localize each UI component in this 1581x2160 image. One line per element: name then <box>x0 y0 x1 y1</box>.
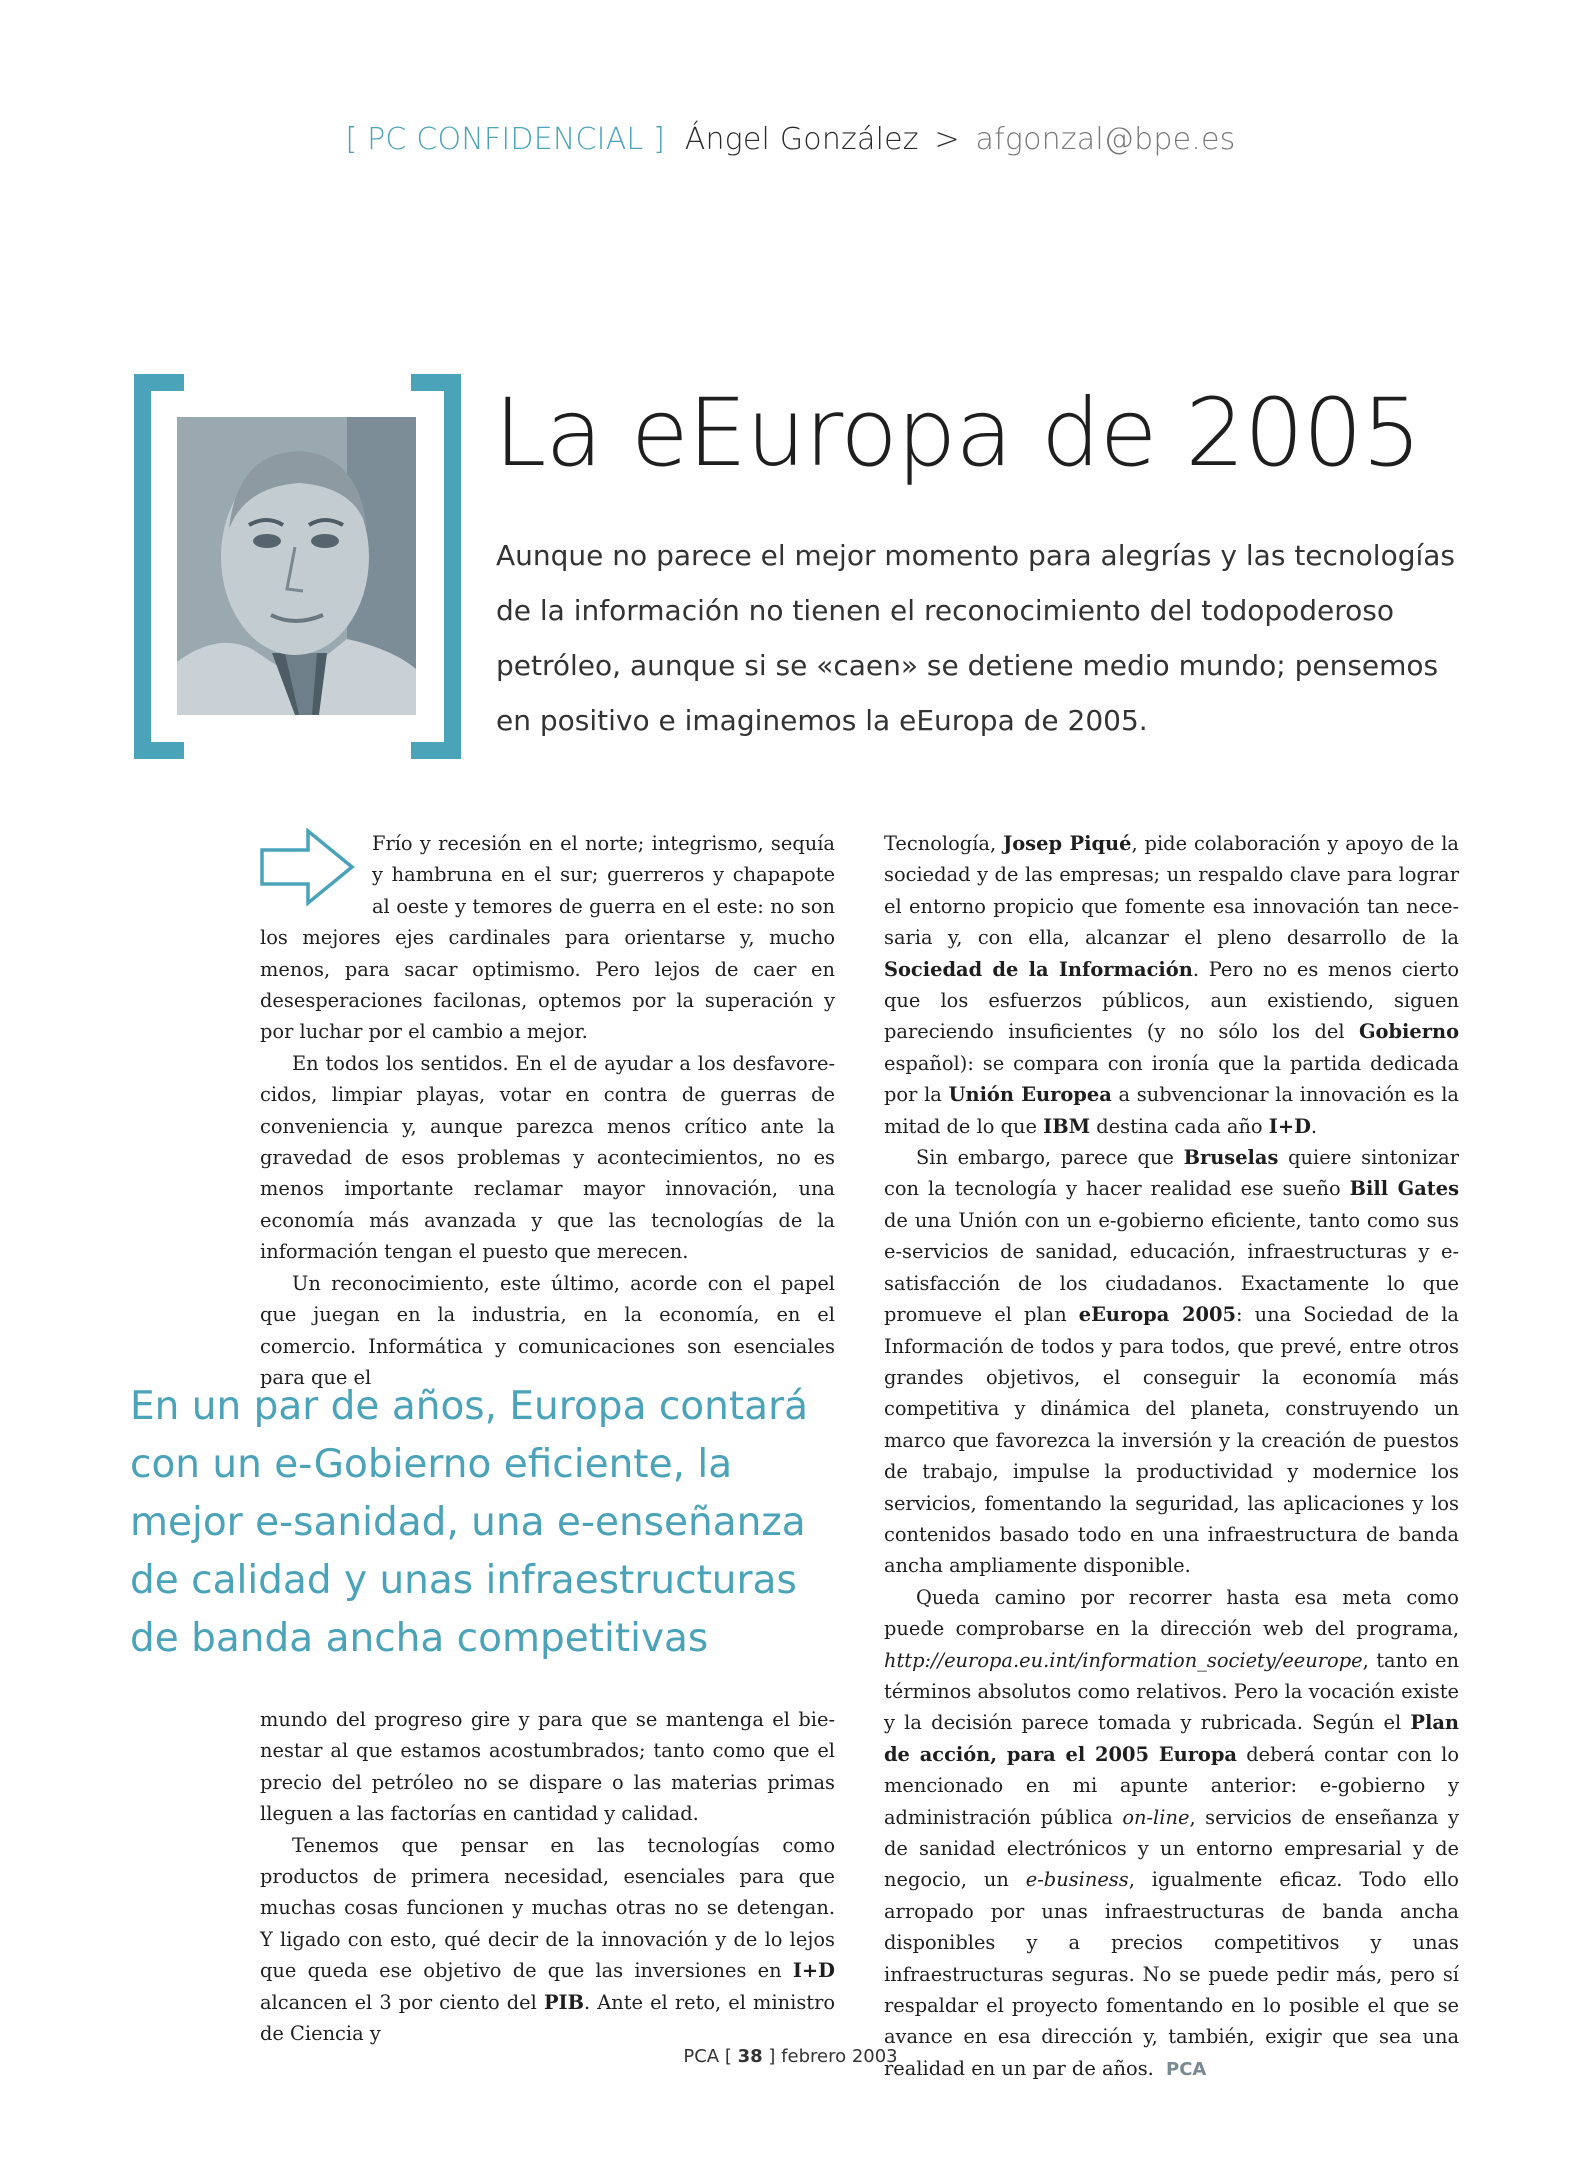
italic-term: on-line <box>1122 1805 1190 1829</box>
page-header <box>0 122 1581 157</box>
author-name: Ángel González <box>684 122 919 157</box>
bold-term: Plan de acción, para el 2005 Europa <box>884 1711 1459 1766</box>
arrow-right-icon <box>260 828 372 906</box>
bold-term: Gobierno <box>1359 1020 1460 1044</box>
bold-term: Unión Europea <box>948 1083 1112 1107</box>
page-number: 38 <box>737 2046 763 2067</box>
footer-magazine: PCA <box>683 2046 720 2067</box>
footer-date: febrero 2003 <box>781 2046 898 2067</box>
bold-term: eEuropa 2005 <box>1078 1303 1236 1327</box>
section-label: [ PC CONFIDENCIAL ] <box>345 122 665 157</box>
bold-term: IBM <box>1043 1114 1091 1138</box>
paragraph: Sin embargo, parece que Bruselas quiere sintonizar con la tecnología y hacer realidad ese sueño Bill Gates de una Unión con un e-gobierno eficiente, tanto como sus e-servicios de sanidad, educación, infraestructuras y e-satisfacción de los ciudadanos. Exactamente lo que promueve el plan eEuropa 2005: una Sociedad de la Información de todos y para todos, que prevé, entre otros grandes objetivos, el conseguir la economía más competitiva y dinámica del planeta, construyendo un marco que favorezca la inversión y la creación de puestos de trabajo, impulse la productividad y modernice los servicios, fomentando la seguridad, las aplicaciones y los contenidos basado todo en una infraestructura de banda ancha ampliamente disponible. <box>884 1146 1460 1578</box>
bold-term: PIB <box>543 1990 584 2014</box>
paragraph: Tenemos que pensar en las tecnologías como productos de primera necesidad, esenciales para que muchas cosas funcionen y muchas otras no se detengan. Y ligado con esto, qué decir de la innovación y de lo lejos que queda ese objetivo de que las inversiones en I+D alcancen el 3 por ciento del PIB. Ante el reto, el ministro de Ciencia y <box>260 1833 836 2046</box>
pull-quote: En un par de años, Europa contará con un e-Gobierno eficiente, la mejor e-sanidad, una e-enseñanza de calidad y unas infraestructuras de banda ancha competitivas <box>130 1384 809 1661</box>
page-footer: PCA [ 38 ] febrero 2003 <box>683 2046 898 2067</box>
portrait-illustration <box>177 417 416 715</box>
italic-term: e-business <box>1025 1868 1129 1892</box>
article-column-2 <box>884 828 1459 2085</box>
author-email[interactable]: afgonzal@bpe.es <box>975 122 1236 157</box>
paragraph: Un reconocimiento, este último, acorde con el papel que juegan en la industria, en la economía, en el comercio. Informática y comunicaciones son esenciales para que el <box>260 1271 835 1389</box>
author-photo <box>177 417 416 715</box>
bold-term: Bill Gates <box>1349 1177 1460 1201</box>
bold-term: Josep Piqué <box>1003 832 1132 855</box>
bold-term: I+D <box>1268 1114 1311 1138</box>
article-column-1-continued <box>260 1704 835 2049</box>
article-title: La eEuropa de 2005 <box>494 379 1421 488</box>
paragraph: Queda camino por recorrer hasta esa meta como puede comprobarse en la dirección web del programa, http://europa.eu.int/information_society/eeurope, tanto en términos absolutos como relativos. Pero la vocación existe y la decisión parece tomada y rubricada. Según el Plan de acción, para el 2005 Europa deberá contar con lo mencionado en mi apunte anterior: e-gobierno y administración pública on-line, servicios de enseñanza y de sanidad electrónicos y un entorno empresarial y de negocio, un e-business, igualmente eficaz. Todo ello arropado por unas infraestructuras de banda ancha disponibles y a precios competitivos y unas infraestructuras seguras. No se puede pedir más, pero sí respaldar el proyecto fomentando en lo posible el que se avance en esa dirección y, también, exigir que sea una realidad en un par de años. PCA <box>884 1585 1459 2080</box>
paragraph: En todos los sentidos. En el de ayudar a los desfavorecidos, limpiar playas, votar en contra de guerras de conveniencia y, aunque parezca menos crítico ante la gravedad de esos problemas y acontecimientos, no es menos importante reclamar mayor innovación, una economía más avanzada y que las tecnologías de la información tengan el puesto que merecen. <box>260 1051 835 1264</box>
bold-term: Sociedad de la Información <box>884 957 1193 981</box>
paragraph: Tecnología, Josep Piqué, pide colaboración y apoyo de la sociedad y de las empresas; un respaldo clave para lograr el entorno propicio que fomente esa innovación tan necesaria y, con ella, alcanzar el pleno desarrollo de la Sociedad de la Información. Pero no es menos cierto que los esfuerzos públicos, aun existiendo, siguen pareciendo insuficientes (y no sólo los del Gobierno español): se compara con ironía que la partida dedicada por la Unión Europea a subvencionar la innovación es la mitad de lo que IBM destina cada año I+D. <box>884 832 1460 1138</box>
paragraph: mundo del progreso gire y para que se mantenga el bienestar al que estamos acostumbrados; tanto como que el precio del petróleo no se dispare o las materias primas lleguen a las factorías en cantidad y calidad. <box>260 1708 835 1826</box>
article-lead: Aunque no parece el mejor momento para alegrías y las tecnologías de la información no tienen el reconocimiento del todopoderoso petróleo, aunque si se «caen» se detiene medio mundo; pensemos en positivo e imaginemos la eEuropa de 2005. <box>496 539 1455 737</box>
bold-term: I+D <box>792 1959 835 1983</box>
header-separator: > <box>934 122 960 157</box>
article-column-1 <box>260 828 835 1393</box>
program-url[interactable]: http://europa.eu.int/information_society/eeurope <box>884 1648 1363 1672</box>
bold-term: Bruselas <box>1183 1146 1279 1170</box>
end-mark: PCA <box>1166 2058 1207 2080</box>
paragraph: Frío y recesión en el norte; integrismo, sequía y hambruna en el sur; guerreros y chapapote al oeste y temores de guerra en el este: no son los mejores ejes cardinales para orientarse y, mucho menos, para sacar optimismo. Pero lejos de caer en desesperaciones facilonas, optemos por la superación y por luchar por el cambio a mejor. <box>260 832 835 1044</box>
